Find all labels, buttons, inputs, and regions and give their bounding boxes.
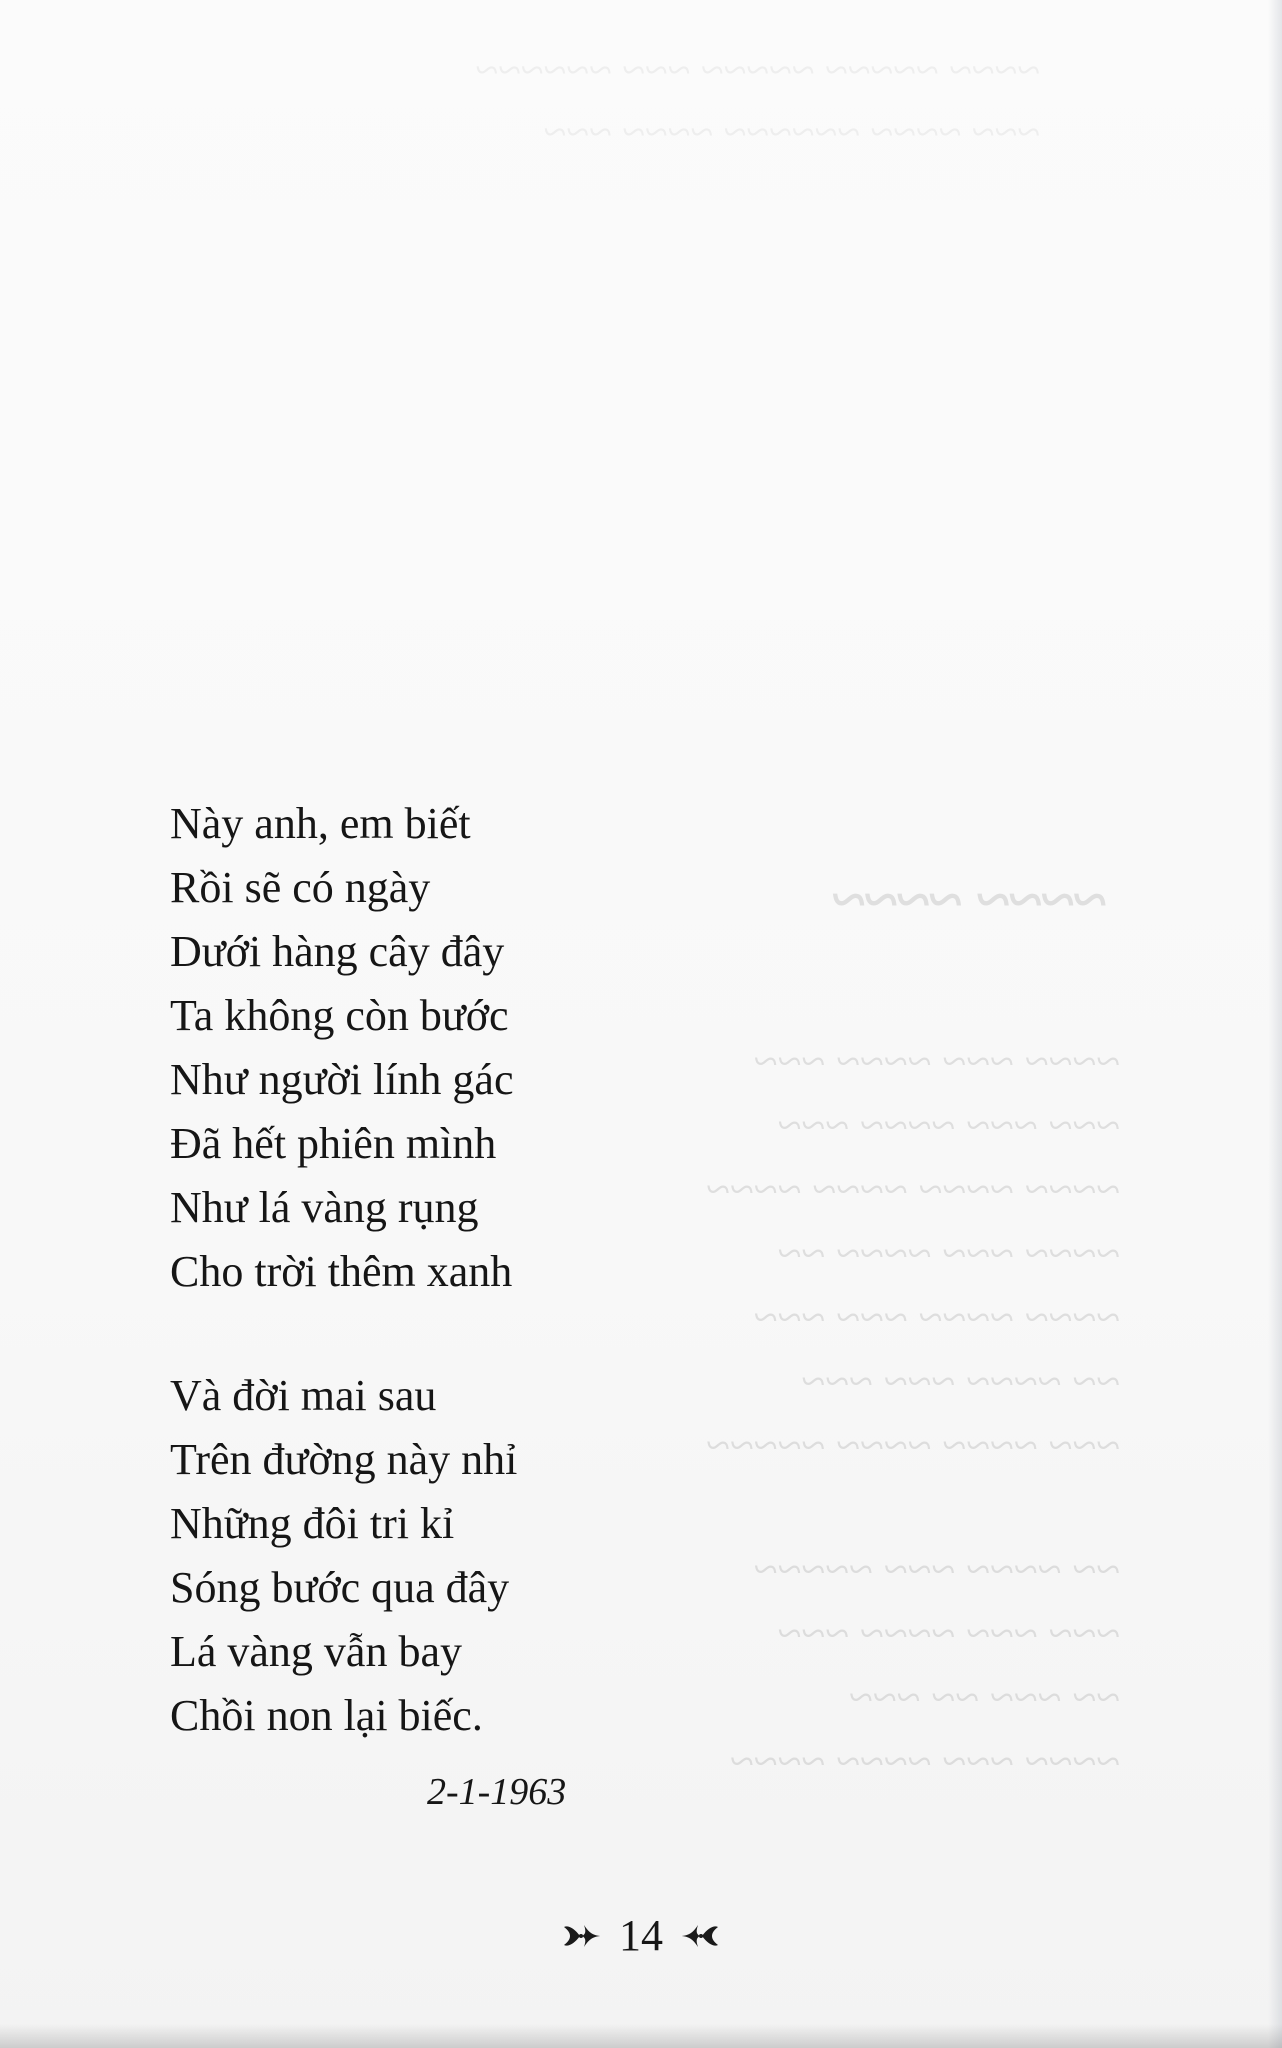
page-bottom-shadow [0, 2024, 1282, 2048]
page-edge-shadow [1268, 0, 1282, 2048]
poem-line: Sóng bước qua đây [170, 1563, 510, 1612]
poem-line: Cho trời thêm xanh [170, 1247, 513, 1296]
poem-date: 2-1-1963 [427, 1771, 567, 1813]
poem-stanza-1 [170, 792, 650, 1304]
poem-line: Những đôi tri kỉ [170, 1499, 455, 1548]
floral-ornament-icon [678, 1919, 720, 1953]
poem-line: Ta không còn bước [170, 991, 509, 1040]
poem-line: Dưới hàng cây đây [170, 927, 505, 976]
show-through-text-top: ~~~~ ~~~~~ ~~~~~ ~~~ ~~~~~~ ~~~ ~~~~ ~~~~~~ ~~~~ ~~~ [475, 48, 1040, 156]
poem-body [170, 792, 650, 1808]
poem-line: Này anh, em biết [170, 799, 471, 848]
poem-line: Chồi non lại biếc. [170, 1691, 483, 1740]
page-number: 14 [619, 1910, 663, 1960]
poem-stanza-2 [170, 1364, 650, 1748]
poem-line: Như người lính gác [170, 1055, 514, 1104]
floral-ornament-icon [562, 1919, 604, 1953]
poem-line: Rồi sẽ có ngày [170, 863, 431, 912]
poem-line: Đã hết phiên mình [170, 1119, 497, 1168]
poem-line: Như lá vàng rụng [170, 1183, 479, 1232]
page-footer [0, 1902, 1282, 1966]
poem-line: Trên đường này nhỉ [170, 1435, 518, 1484]
show-through-text-next-page: ~~~~ ~~~~ ~~~~ ~~~ ~~~~ ~~~ ~~~ ~~~ ~~~~ ~~~ ~~~~ ~~~~ ~~~~ ~~~~ ~~~~ ~~~ ~~~~ ~~ ~~~~ ~~~~ ~~~ ~~~ ~~ ~~~~ ~~~ ~~~ ~~~ ~~~~ ~~~~ ~~~~~ ~~ ~~~~ ~~~ ~~~~~ ~~~ ~~~ ~~~~ ~~~ ~~ ~~~ ~~ ~~~ ~~~~ ~~~ ~~~~ ~~~~ [706, 866, 1120, 1786]
poem-line: Lá vàng vẫn bay [170, 1627, 462, 1676]
poem-line: Và đời mai sau [170, 1371, 437, 1420]
